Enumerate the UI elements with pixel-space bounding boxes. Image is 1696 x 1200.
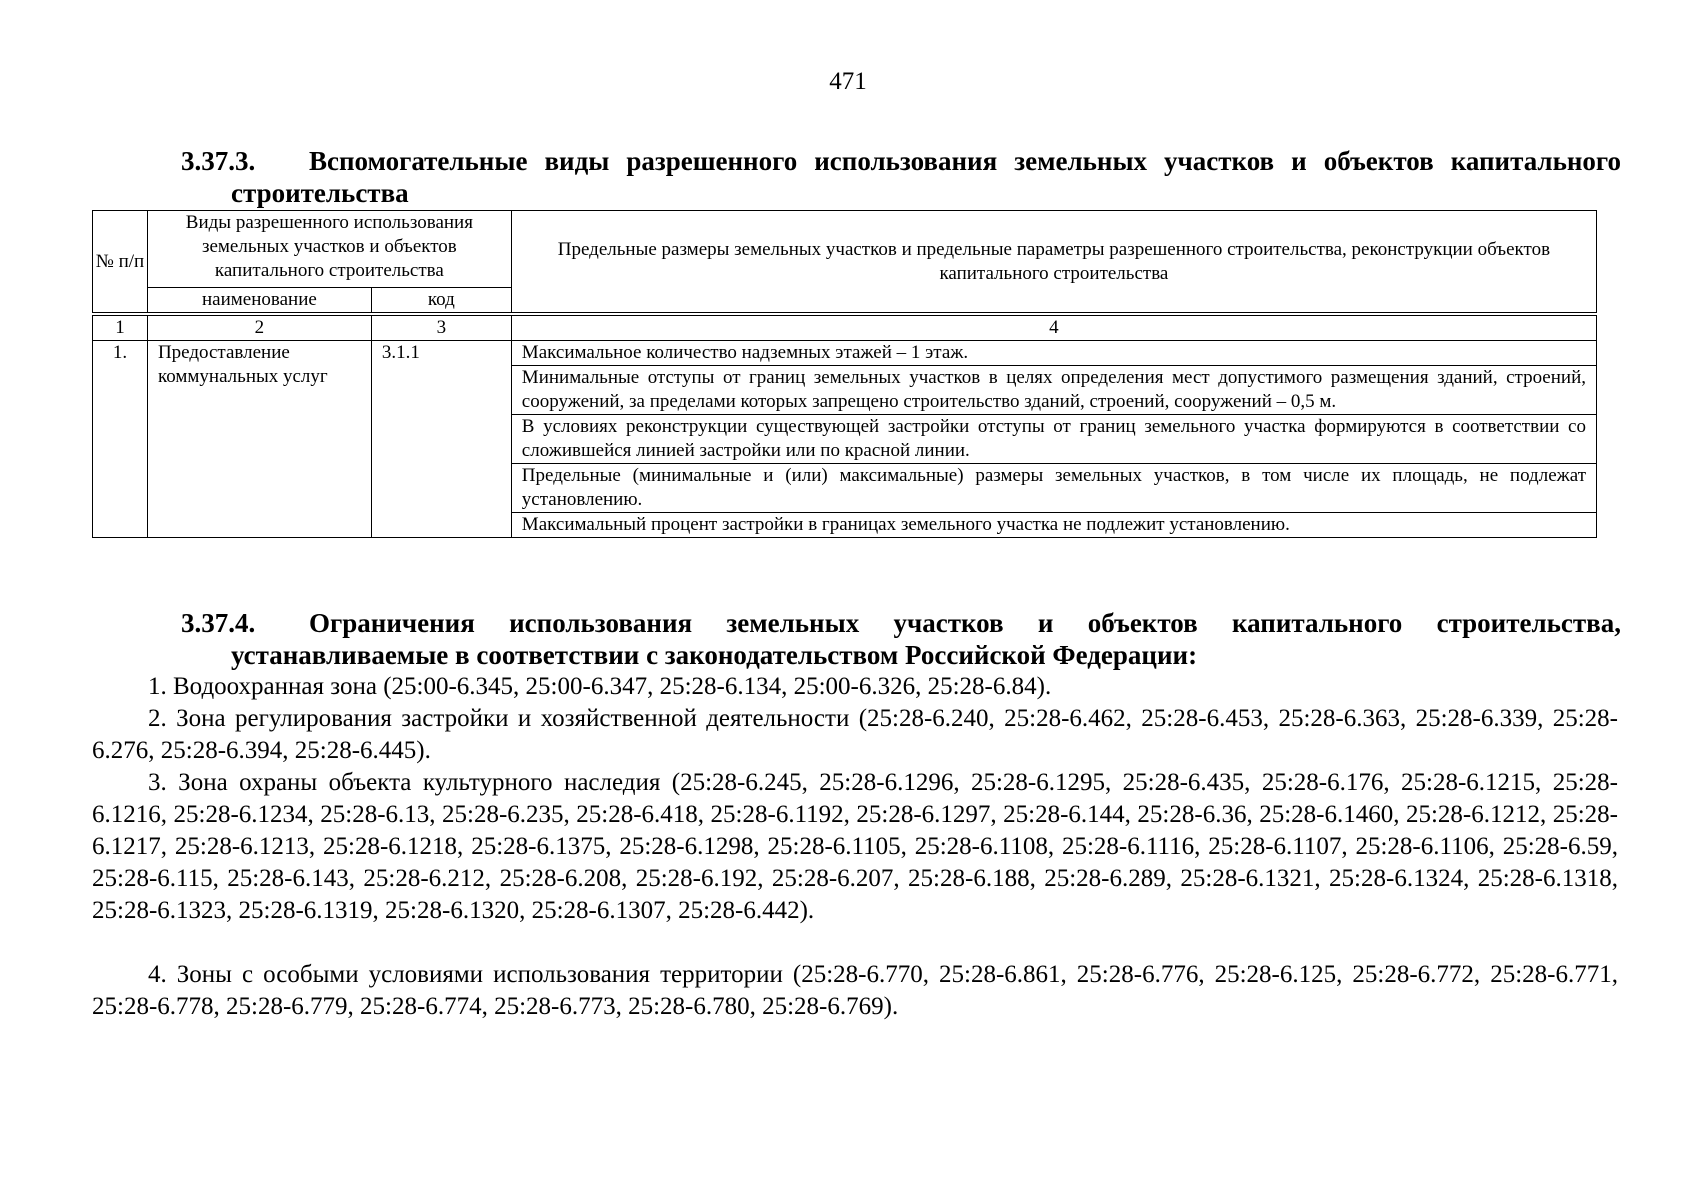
section-number: 3.37.3. (181, 146, 256, 176)
param-cell: В условиях реконструкции существующей застройки отступы от границ земельного участка формируются в соответствии со сложившейся линией застройки или по красной линии. (511, 415, 1596, 464)
header-types: Виды разрешенного использования земельных участков и объектов капитального строительства (147, 211, 511, 288)
col-number: 2 (147, 316, 371, 341)
table-header-row (93, 211, 1597, 288)
header-num: № п/п (93, 211, 148, 313)
header-code: код (371, 288, 511, 313)
restriction-paragraph (92, 959, 1618, 1023)
param-cell: Предельные (минимальные и (или) максимальные) размеры земельных участков, в том числе их площадь, не подлежат установлению. (511, 464, 1596, 513)
paragraph-text: 2. Зона регулирования застройки и хозяйственной деятельности (25:28-6.240, 25:28-6.462, 25:28-6.453, 25:28-6.363, 25:28-6.339, 25:28-6.276, 25:28-6.394, 25:28-6.445). (92, 705, 1618, 764)
col-number: 3 (371, 316, 511, 341)
section-heading-3-37-4 (181, 607, 1621, 671)
section-title-line1: Вспомогательные виды разрешенного использования земельных участков и объектов капитального (309, 146, 1621, 176)
permitted-use-table (92, 210, 1597, 538)
col-number: 4 (511, 316, 1596, 341)
header-limits: Предельные размеры земельных участков и предельные параметры разрешенного строительства, реконструкции объектов капитального строительства (511, 211, 1596, 313)
param-cell: Минимальные отступы от границ земельных участков в целях определения мест допустимого размещения зданий, строений, сооружений, за пределами которых запрещено строительство зданий, строений, сооружений – 0,5 м. (511, 366, 1596, 415)
section-number: 3.37.4. (181, 608, 256, 638)
section-title-line2: строительства (231, 178, 409, 208)
section-heading-3-37-3 (181, 145, 1621, 209)
column-numbers-row (93, 316, 1597, 341)
page-number: 471 (829, 68, 867, 95)
section-title-line2: устанавливаемые в соответствии с законодательством Российской Федерации: (231, 640, 1198, 670)
section-title-line1: Ограничения использования земельных участков и объектов капитального строительства, (309, 608, 1621, 638)
param-cell: Максимальное количество надземных этажей – 1 этаж. (511, 341, 1596, 366)
col-number: 1 (93, 316, 148, 341)
row-num: 1. (93, 341, 148, 538)
restriction-paragraph (92, 767, 1618, 927)
paragraph-text: 3. Зона охраны объекта культурного наследия (25:28-6.245, 25:28-6.1296, 25:28-6.1295, 25:28-6.435, 25:28-6.176, 25:28-6.1215, 25:28-6.1216, 25:28-6.1234, 25:28-6.13, 25:28-6.235, 25:28-6.418, 25:28-6.1192, 25:28-6.1297, 25:28-6.144, 25:28-6.36, 25:28-6.1460, 25:28-6.1212, 25:28-6.1217, 25:28-6.1213, 25:28-6.1218, 25:28-6.1375, 25:28-6.1298, 25:28-6.1105, 25:28-6.1108, 25:28-6.1116, 25:28-6.1107, 25:28-6.1106, 25:28-6.59, 25:28-6.115, 25:28-6.143, 25:28-6.212, 25:28-6.208, 25:28-6.192, 25:28-6.207, 25:28-6.188, 25:28-6.289, 25:28-6.1321, 25:28-6.1324, 25:28-6.1318, 25:28-6.1323, 25:28-6.1319, 25:28-6.1320, 25:28-6.1307, 25:28-6.442). (92, 769, 1618, 924)
row-code: 3.1.1 (371, 341, 511, 538)
param-cell: Максимальный процент застройки в границах земельного участка не подлежит установлению. (511, 513, 1596, 538)
row-name: Предоставление коммунальных услуг (147, 341, 371, 538)
header-name: наименование (147, 288, 371, 313)
restriction-paragraph (92, 703, 1618, 767)
paragraph-text: 4. Зоны с особыми условиями использования территории (25:28-6.770, 25:28-6.861, 25:28-6.776, 25:28-6.125, 25:28-6.772, 25:28-6.771, 25:28-6.778, 25:28-6.779, 25:28-6.774, 25:28-6.773, 25:28-6.780, 25:28-6.769). (92, 961, 1618, 1020)
table-row (93, 341, 1597, 366)
paragraph-text: 1. Водоохранная зона (25:00-6.345, 25:00-6.347, 25:28-6.134, 25:00-6.326, 25:28-6.84). (148, 673, 1052, 700)
restriction-paragraph (92, 671, 1618, 703)
